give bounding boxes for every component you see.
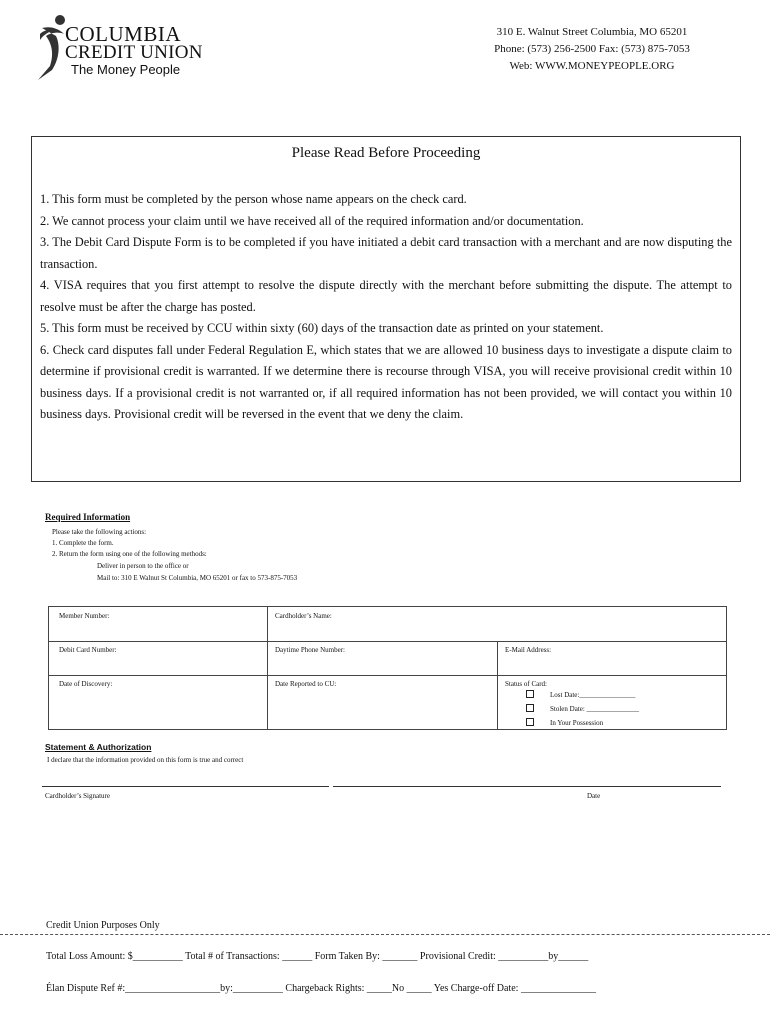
web-line: Web: WWW.MONEYPEOPLE.ORG [509,60,675,72]
date-label: Date [587,792,601,800]
email-field[interactable]: E-Mail Address: [505,646,552,654]
required-method1: Deliver in person to the office or [97,562,189,570]
signature-label: Cardholder’s Signature [45,792,110,800]
cu-only-row1: Total Loss Amount: $__________ Total # of Transactions: ______ Form Taken By: _______ Provisional Credit: __________by______ [46,951,589,962]
cardholder-name-field[interactable]: Cardholder’s Name: [275,612,332,620]
notice-item: 3. The Debit Card Dispute Form is to be completed if you have initiated a debit card transaction with a merchant and are now disputing the transaction. [40,235,732,271]
cu-only-label: Credit Union Purposes Only [46,920,160,931]
statement-heading: Statement & Authorization [45,742,152,752]
cut-line [0,934,770,935]
address-line: 310 E. Walnut Street Columbia, MO 65201 [496,26,688,38]
notice-item: 5. This form must be received by CCU within sixty (60) days of the transaction date as printed on your statement. [40,321,604,335]
required-method2: Mail to: 310 E Walnut St Columbia, MO 65201 or fax to 573-875-7053 [97,574,298,582]
declaration-text: I declare that the information provided on this form is true and correct [47,756,244,764]
cu-only-row2: Élan Dispute Ref #:___________________by:__________ Chargeback Rights: _____No _____ Yes Charge-off Date: _______________ [46,983,596,994]
date-reported-field[interactable]: Date Reported to CU: [275,680,337,688]
debit-card-number-field[interactable]: Debit Card Number: [59,646,117,654]
date-discovery-field[interactable]: Date of Discovery: [59,680,113,688]
phone-fax-line: Phone: (573) 256-2500 Fax: (573) 875-7053 [494,43,690,55]
notice-item: 4. VISA requires that you first attempt to resolve the dispute directly with the merchant before submitting the dispute. The attempt to resolve must be after the charge has posted. [40,278,732,314]
logo-line2: CREDIT UNION [65,42,203,63]
status-of-card-label: Status of Card: [505,680,547,688]
member-number-field[interactable]: Member Number: [59,612,110,620]
logo-tagline: The Money People [71,62,181,77]
date-line[interactable] [333,786,721,787]
daytime-phone-field[interactable]: Daytime Phone Number: [275,646,345,654]
stolen-date-field[interactable]: Stolen Date: _______________ [550,705,640,713]
notice-item: 1. This form must be completed by the person whose name appears on the check card. [40,192,467,206]
required-step2: 2. Return the form using one of the following methods: [52,550,207,558]
required-intro: Please take the following actions: [52,528,147,536]
required-step1: 1. Complete the form. [52,539,114,547]
stolen-checkbox[interactable] [526,704,534,712]
lost-date-field[interactable]: Lost Date:________________ [550,691,636,699]
in-possession-checkbox[interactable] [526,718,534,726]
logo-line1: COLUMBIA [65,22,182,46]
notice-title: Please Read Before Proceeding [291,145,481,161]
dispute-form-table [48,606,727,730]
notice-box [31,136,741,482]
in-possession-label: In Your Possession [550,719,604,727]
notice-item: 2. We cannot process your claim until we have received all of the required information and/or documentation. [40,213,584,228]
required-info-heading: Required Information [45,512,131,522]
lost-checkbox[interactable] [526,690,534,698]
notice-item: 6. Check card disputes fall under Federal Regulation E, which states that we are allowed 10 business days to investigate a dispute claim to determine if provisional credit is warranted. If we determine there is recourse through VISA, you will receive provisional credit within 10 business days. If a provisional credit is not warranted or, if all required information has not been provided, we will contact you within 10 business days. Provisional credit will be reversed in the event that we deny the claim. [40,342,732,421]
notice-body [40,189,732,426]
signature-line[interactable] [42,786,329,787]
